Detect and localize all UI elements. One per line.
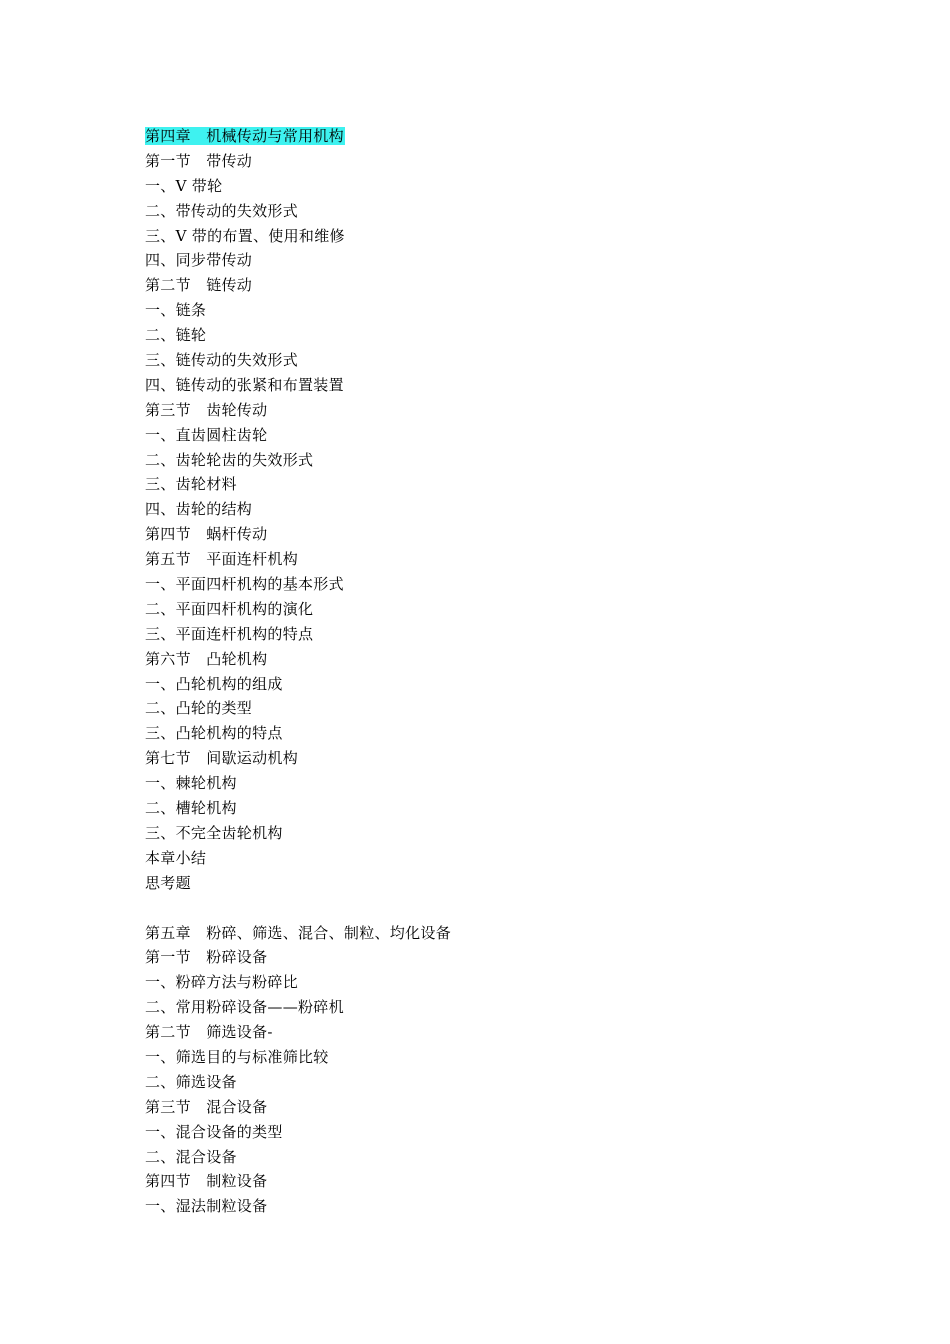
subsection-item: 一、链条 [145, 301, 207, 320]
subsection-item: 二、槽轮机构 [145, 799, 237, 818]
subsection-item: 二、筛选设备 [145, 1072, 237, 1091]
subsection-item: 一、V 带轮 [145, 176, 223, 195]
section-title: 第七节 间歇运动机构 [145, 749, 299, 768]
blank-line [145, 896, 865, 921]
section-title: 第四节 制粒设备 [145, 1172, 268, 1191]
section-title: 第四节 蜗杆传动 [145, 525, 268, 544]
subsection-item: 一、粉碎方法与粉碎比 [145, 973, 299, 992]
subsection-item: 一、棘轮机构 [145, 774, 237, 793]
subsection-item: 三、凸轮机构的特点 [145, 724, 283, 743]
subsection-item: 二、带传动的失效形式 [145, 201, 299, 220]
subsection-item: 三、V 带的布置、使用和维修 [145, 226, 345, 245]
section-title: 第三节 齿轮传动 [145, 400, 268, 419]
subsection-item: 一、湿法制粒设备 [145, 1197, 268, 1216]
section-title: 第一节 带传动 [145, 151, 253, 170]
section-title: 第六节 凸轮机构 [145, 649, 268, 668]
subsection-item: 二、齿轮轮齿的失效形式 [145, 450, 314, 469]
subsection-item: 二、混合设备 [145, 1147, 237, 1166]
subsection-item: 一、平面四杆机构的基本形式 [145, 575, 344, 594]
section-title: 第五节 平面连杆机构 [145, 550, 299, 569]
subsection-item: 三、平面连杆机构的特点 [145, 624, 314, 643]
section-title: 第一节 粉碎设备 [145, 948, 268, 967]
highlighted-text: 第四章 机械传动与常用机构 [145, 127, 344, 145]
section-title: 第二节 链传动 [145, 276, 253, 295]
document-body [145, 124, 865, 1219]
chapter-5-title: 第五章 粉碎、筛选、混合、制粒、均化设备 [145, 923, 452, 942]
subsection-item: 二、凸轮的类型 [145, 699, 253, 718]
subsection-item: 一、凸轮机构的组成 [145, 674, 283, 693]
subsection-item: 四、齿轮的结构 [145, 500, 253, 519]
subsection-item: 四、同步带传动 [145, 251, 253, 270]
subsection-item: 二、常用粉碎设备——粉碎机 [145, 998, 344, 1017]
section-title: 第三节 混合设备 [145, 1097, 268, 1116]
subsection-item: 二、平面四杆机构的演化 [145, 599, 314, 618]
subsection-item: 一、混合设备的类型 [145, 1122, 283, 1141]
section-title: 第二节 筛选设备- [145, 1023, 273, 1042]
subsection-item: 二、链轮 [145, 326, 207, 345]
subsection-item: 三、不完全齿轮机构 [145, 823, 283, 842]
chapter-summary: 本章小结 [145, 848, 207, 867]
review-questions: 思考题 [145, 873, 191, 892]
subsection-item: 一、直齿圆柱齿轮 [145, 425, 268, 444]
subsection-item: 三、链传动的失效形式 [145, 351, 299, 370]
subsection-item: 四、链传动的张紧和布置装置 [145, 375, 344, 394]
chapter-4-title [145, 124, 865, 149]
subsection-item: 三、齿轮材料 [145, 475, 237, 494]
subsection-item: 一、筛选目的与标准筛比较 [145, 1047, 329, 1066]
